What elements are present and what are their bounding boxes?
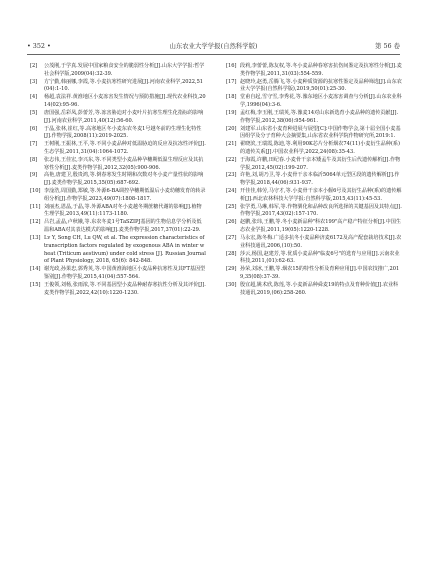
- reference-entry: [226, 110, 402, 126]
- reference-text: 王俊领,刘杨,张雨浓,等.不同基因型小麦品种耐春寒抗性分析及其评价[J].麦类作物学报,2022,42(10):1220-1230.: [44, 281, 206, 296]
- reference-entry: [226, 94, 402, 110]
- reference-number: [9]: [30, 172, 38, 179]
- journal-title: 山东农业大学学报(自然科学版): [169, 42, 258, 50]
- reference-text: 王树刚,王振林,王平,等.不同小麦品种对低温胁迫的反应及抗冻性评价[J].生态学报,2011,31(04):1064-1072.: [44, 141, 206, 155]
- reference-text: 公茂刚,于学真.发展中国家粮食安全的脆弱性分析[J].山东大学学报:哲学社会科学版,2009(04):32-39.: [44, 63, 205, 77]
- reference-entry: [226, 63, 402, 79]
- reference-entry: [30, 157, 206, 173]
- reference-text: 张学勇,马琳,韩军,等.作物驯化和品种改良所选择的关键基因及其特点[J].作物学报,2017,43(02):157-170.: [240, 203, 402, 218]
- reference-entry: [226, 235, 402, 251]
- reference-number: [23]: [226, 172, 237, 179]
- reference-entry: [30, 219, 206, 235]
- reference-text: 孙荣,刘冰,王鹏,等.烟农15的特性分析及育种应用[J].中国农技推广,2019,35(08):37-39.: [240, 266, 400, 280]
- reference-entry: [30, 204, 206, 220]
- reference-number: [16]: [226, 63, 237, 69]
- reference-number: [11]: [30, 203, 41, 210]
- reference-number: [25]: [226, 203, 237, 210]
- reference-text: 翟晓滨,王瑞霞,陈迪,等.利用90K芯片分析烟农74(11)小麦衍生品种(系)的遗传关系[J].中国农业科学,2022,24(08):35-43.: [240, 141, 400, 155]
- reference-entry: [30, 110, 206, 126]
- reference-number: [28]: [226, 250, 237, 257]
- reference-entry: [30, 94, 206, 110]
- reference-text: 张志伟,王佳宏,李兴东,等.不同类型小麦品种孕穗期低温生理反应及其抗寒性分析[J].麦类作物学报,2012,32(05):900-906.: [44, 156, 204, 171]
- reference-entry: [226, 79, 402, 95]
- reference-text: 唐国强,岳彩凤,彭蕾芳,等.冻害胁迫对小麦叶片抗寒生理生化指标的影响[J].河南农业科学,2011,40(12):56-60.: [44, 109, 204, 124]
- reference-text: 高艳,唐建卫,殷贵鸿,等.倒春寒发生时期和次数对冬小麦产量性状的影响[J].麦类作物学报,2015,35(05):687-692.: [44, 172, 204, 187]
- reference-number: [27]: [226, 234, 237, 241]
- reference-text: 段莉,李蕾蕾,陈友权,等.冬小麦品种春寒害抗伤间鉴定及抗寒性分析[J].麦类作物学报,2011,31(03):554-559.: [240, 63, 402, 77]
- reference-text: 堂甫自起,雪守雪,李秀花,等.豫东地区小麦冻害调查与分析[J].山东农业科学,1996(04):3-6.: [240, 94, 402, 109]
- reference-number: [6]: [30, 125, 38, 132]
- reference-text: 马永宏,陈冬梅.广适多抗冬小麦品种济麦6172及高产配套栽培技术[J].农业科技通讯,2006,(10):50.: [240, 234, 402, 249]
- reference-number: [29]: [226, 266, 237, 273]
- reference-text: 许艳,刘,胡乃卫,等.小麦骨干亲本临沂5064单元型区段的遗传解析[J].作物学报,2018,44(06):931-937.: [240, 172, 400, 187]
- reference-number: [22]: [226, 156, 237, 163]
- reference-number: [21]: [226, 141, 237, 148]
- reference-text: 开佳佳,韩劳,马守才,等.小麦骨干亲本小偃6号及其衍生品种(系)的遗传解析[J].西北农林科技大学学报:自然科学版,2015,43(11):45-53.: [240, 188, 402, 202]
- reference-text: 吕岩,孟晶,卢秋娥,等.东农冬麦1号TaSZIPJ基因的生物信息学分析及低温和ABA对其表达模式的影响[J].麦类作物学报,2017,37(01):22-29.: [44, 219, 202, 234]
- reference-entry: [30, 172, 206, 188]
- reference-number: [8]: [30, 156, 38, 163]
- reference-number: [10]: [30, 188, 41, 194]
- reference-number: [12]: [30, 219, 41, 226]
- reference-number: [20]: [226, 125, 237, 132]
- reference-number: [26]: [226, 219, 237, 226]
- page-header: [27, 40, 400, 52]
- reference-entry: [30, 141, 206, 157]
- reference-number: [18]: [226, 94, 237, 101]
- header-rule: [27, 54, 400, 55]
- reference-number: [24]: [226, 188, 237, 194]
- reference-text: 杨超,袁法祥.黄淮地区小麦冻害发生情况与预防措施[J].现代农业科技,2014(02):95-96.: [44, 94, 206, 109]
- reference-text: Lv Y, Song CH, Lu QW, et al. The expression characteristics of transcription factors regulated by exogenous ABA in winter wheat (Triticum aestivum) under cold stress [J]. Russian Journal of Plant Physiology, 2018, 65(6): 842-848.: [44, 234, 206, 265]
- reference-entry: [30, 235, 206, 266]
- reference-entry: [226, 172, 402, 188]
- reference-number: [30]: [226, 281, 237, 288]
- reference-number: [15]: [30, 281, 41, 288]
- reference-entry: [30, 188, 206, 204]
- reference-number: [7]: [30, 141, 38, 148]
- page-number: • 352 •: [27, 42, 51, 50]
- reference-entry: [226, 251, 402, 267]
- reference-entry: [226, 141, 402, 157]
- reference-entry: [30, 126, 206, 142]
- reference-text: 殷宜超,姚术欣,陈莲,等.小麦新品种舜麦19的特点及育种价值[J].农业科技通讯,2019,(06):258-260.: [240, 281, 399, 296]
- reference-number: [13]: [30, 234, 41, 241]
- reference-number: [19]: [226, 109, 237, 116]
- reference-entry: [30, 266, 206, 282]
- reference-number: [4]: [30, 94, 38, 101]
- reference-text: 刘建军.山东省小麦育种进展与展望[C]:中国作物学会,第十届全国小麦基因组学及分子育种大会摘要集,山东省农业科学院作物研究所,2019:1.: [240, 125, 401, 140]
- reference-entry: [226, 204, 402, 220]
- reference-number: [14]: [30, 266, 41, 273]
- reference-entry: [226, 126, 402, 142]
- reference-entry: [226, 188, 402, 204]
- reference-text: 方宁勤,韩丽娜,李霞,等.小麦抗寒性研究进展[J].河南农业科学,2022,51(04):1-10.: [44, 78, 204, 93]
- reference-number: [3]: [30, 78, 38, 85]
- reference-text: 赵鹏,张玮,王鹏,等.冬小麦新品种"科农199"高产稳产特征分析[J].中国生态农业学报,2011,19(05):1220-1228.: [240, 219, 401, 234]
- reference-text: 谢光政,孙果忠,郭秀英,等.中国黄淮海地区小麦品种抗寒性及其FT基因型鉴别[J].作物学报,2015,41(04):557-564.: [44, 266, 206, 280]
- reference-text: 莎云,杨国,赵建芳,等.优质小麦品种"临麦6号"的选育与应用[J].云南农业科技,2011,(01):62-63.: [240, 250, 400, 265]
- reference-text: 孟红梅,李玉刚,王瑞英,等.豫麦14对山东新选育小麦品种的遗传贡献[J].作物学报,2012,38(06):954-961.: [240, 109, 399, 124]
- reference-entry: [226, 219, 402, 235]
- reference-entry: [226, 266, 402, 282]
- reference-entry: [30, 63, 206, 79]
- reference-entry: [30, 79, 206, 95]
- volume-label: 第 56 卷: [375, 42, 400, 50]
- reference-text: 赵晓玲,赵勇,岳腾飞,等.小麦种质资源的抗寒性鉴定及品种筛选[J].山东农业大学学报(自然科学版),2019,50(01):25-30.: [240, 78, 402, 93]
- reference-entry: [30, 282, 206, 298]
- references-left-column: [30, 63, 206, 297]
- reference-text: 于海霞,许鹏,田纪春.小麦骨干亲本矮孟牛及其衍生后代遗传解析[J].作物学报,2012,45(02):199-207.: [240, 156, 401, 171]
- reference-number: [17]: [226, 78, 237, 85]
- reference-entry: [226, 282, 402, 298]
- reference-number: [5]: [30, 109, 38, 116]
- reference-number: [2]: [30, 63, 38, 69]
- reference-text: 刘丽杰,恩晶,于晶,等.外源ABA对冬小麦越冬期蔗糖代谢的影响[J].植物生理学报,2013,49(11):1173-1180.: [44, 203, 202, 218]
- reference-text: 李淦浩,周国勤,郑敏,等.外源6-BA调控孕穗期低温后小麦幼穗发育的转录组分析[J].作物学报,2023,49(07):1808-1817.: [44, 188, 206, 202]
- reference-text: 于晶,张林,崔红,等.高寒地区冬小麦东农冬麦1号越冬前的生理生化特性[J].作物学报,2008(11):2019-2025.: [44, 125, 202, 140]
- reference-entry: [226, 157, 402, 173]
- references-right-column: [226, 63, 402, 297]
